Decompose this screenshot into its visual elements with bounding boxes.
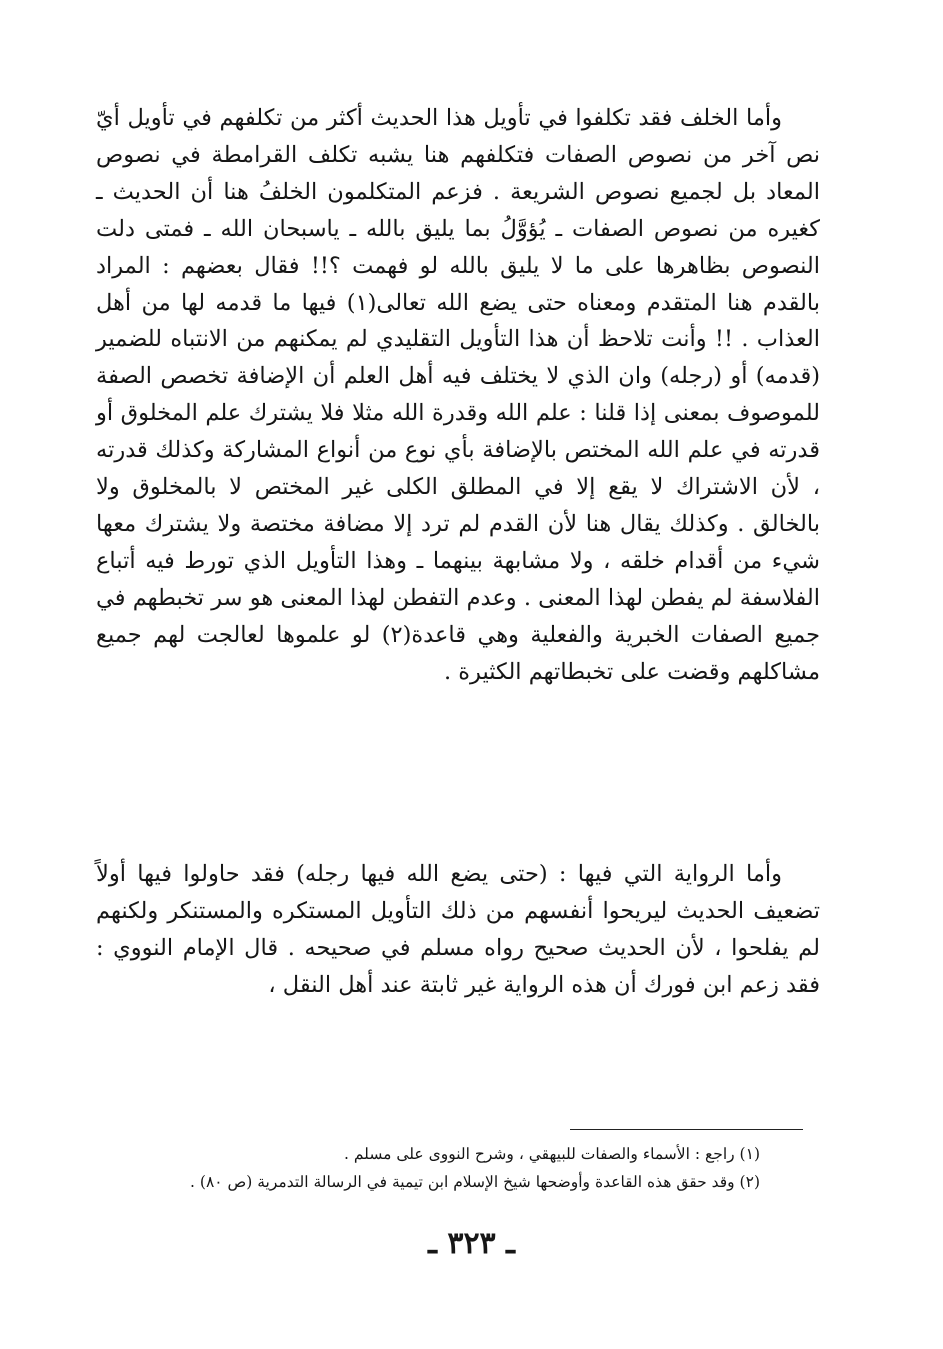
footnotes [120,1140,760,1196]
footnote-separator [570,1129,803,1130]
footnote-1: (١) راجع : الأسماء والصفات للبيهقي ، وشرح النووى على مسلم . [344,1145,760,1163]
body-paragraph-1: وأما الخلف فقد تكلفوا في تأويل هذا الحديث أكثر من تكلفهم في تأويل أيّ نص آخر من نصوص الصفات فتكلفهم هنا يشبه تكلف القرامطة في نصوص المعاد بل لجميع نصوص الشريعة . فزعم المتكلمون الخلفُ هنا أن الحديث ـ كغيره من نصوص الصفات ـ يُؤوَّلُ بما يليق بالله ـ ياسبحان الله ـ فمتى دلت النصوص بظاهرها على ما لا يليق بالله لو فهمت ؟!! فقال بعضهم : المراد بالقدم هنا المتقدم ومعناه حتى يضع الله تعالى(١) فيها ما قدمه لها من أهل العذاب . !! وأنت تلاحظ أن هذا التأويل التقليدي لم يمكنهم من الانتباه للضمير (قدمه) أو (رجله) وان الذي لا يختلف فيه أهل العلم أن الإضافة تخصص الصفة للموصوف بمعنى إذا قلنا : علم الله وقدرة الله مثلا فلا يشترك علم المخلوق أو قدرته في علم الله المختص بالإضافة بأي نوع من أنواع المشاركة وكذلك قدرته ، لأن الاشتراك لا يقع إلا في المطلق الكلى غير المختص لا بالمخلوق ولا بالخالق . وكذلك يقال هنا لأن القدم لم ترد إلا مضافة مختصة ولا يشترك معها شيء من أقدام خلقه ، ولا مشابهة بينهما ـ وهذا التأويل الذي تورط فيه أتباع الفلاسفة لم يفطن لهذا المعنى . وعدم التفطن لهذا المعنى هو سر تخبطهم في جميع الصفات الخبرية والفعلية وهي قاعدة(٢) لو علموها لعالجت لهم جميع مشاكلهم وقضت على تخبطاتهم الكثيرة . [96,105,821,685]
footnote-2: (٢) وقد حقق هذه القاعدة وأوضحها شيخ الإسلام ابن تيمية في الرسالة التدمرية (ص ٨٠) . [190,1173,760,1191]
body-paragraph-2: وأما الرواية التي فيها : (حتى يضع الله فيها رجله) فقد حاولوا فيها أولاً تضعيف الحديث ليريحوا أنفسهم من ذلك التأويل المستكره والمستنكر ولكنهم لم يفلحوا ، لأن الحديث صحيح رواه مسلم في صحيحه . قال الإمام النووي : فقد زعم ابن فورك أن هذه الرواية غير ثابتة عند أهل النقل ، [96,861,820,998]
page-number: ـ ٣٢٣ ـ [428,1226,515,1261]
